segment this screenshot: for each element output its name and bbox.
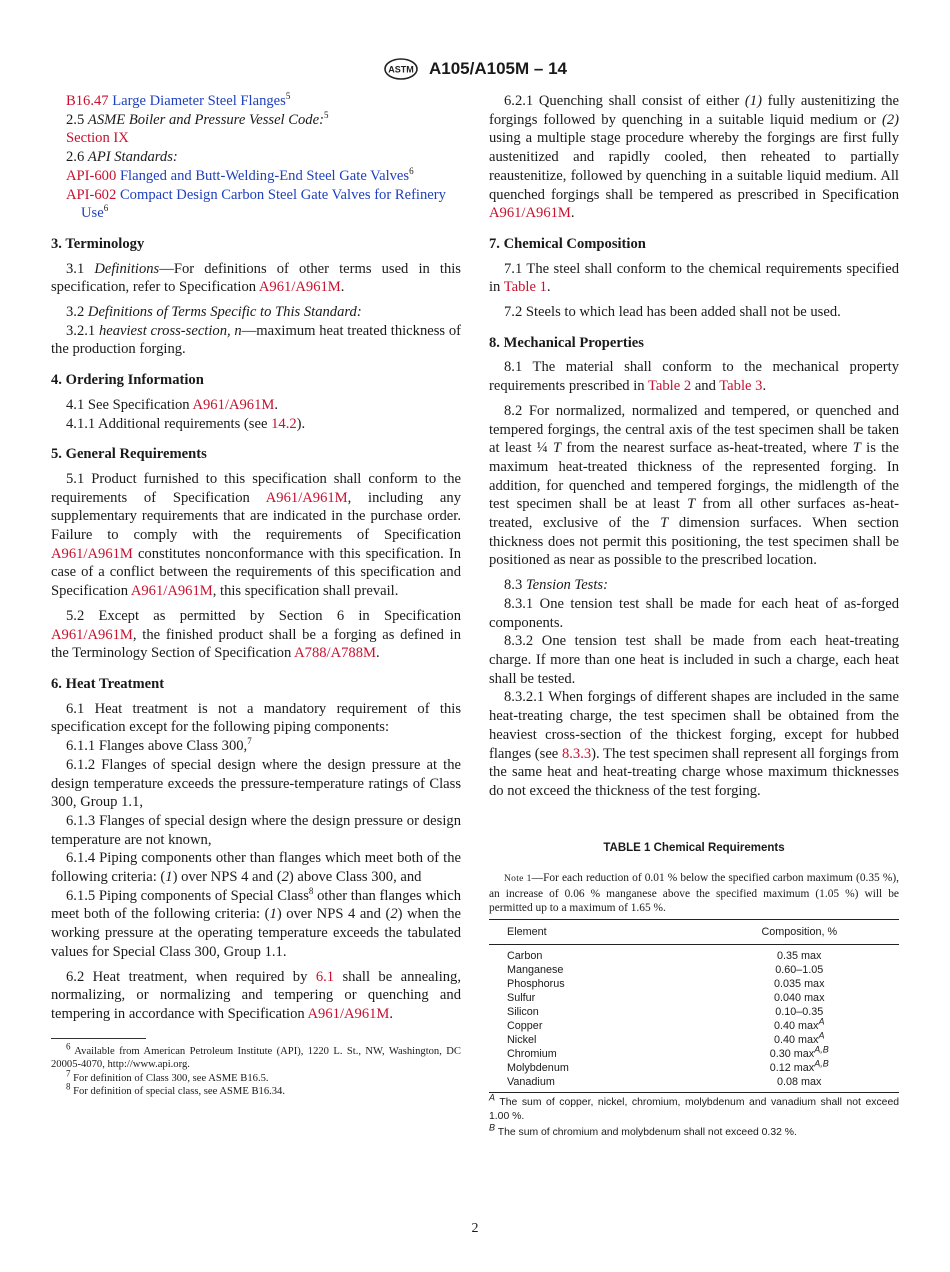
paragraph-3-2-1: 3.2.1 heaviest cross-section, n—maximum heat treated thickness of the production forging. [51, 322, 461, 358]
paragraph-5-1: 5.1 Product furnished to this specification shall conform to the requirements of Specification A961/A961M, including any supplementary requirements that are indicated in the purchase order. Failure to comply with the requirements of Specification A961/A961M constitutes nonconformance with this specification. In case of a conflict between the requirements of this specification and Specification A961/A961M, this specification shall prevail. [51, 470, 461, 600]
table-row [489, 1019, 899, 1033]
right-column [489, 92, 899, 1139]
element-cell: Carbon [507, 950, 543, 963]
table-footnote-a: $^A$ The sum of copper, nickel, chromium, molybdenum and vanadium shall not exceed 1.00 %. [489, 1092, 899, 1122]
section-heading: 8. Mechanical Properties [489, 334, 644, 351]
paragraph-8-3-2-1: 8.3.2.1 When forgings of different shapes are included in the same heat-treating charge, the test specimen shall be obtained from the heaviest cross-section of the thickest forging, except for hubbed flanges (see 8.3.3). The test specimen shall represent all forgings from the same heat and heat-treating charge whose maximum thicknesses do not exceed the thickness of the test forging. [489, 689, 900, 799]
table-2-link[interactable]: Table 2 [648, 378, 692, 395]
section-6-1-link[interactable]: 6.1 [315, 968, 335, 985]
a788-link[interactable]: A788/A788M [294, 645, 376, 662]
ref-2-5: 2.5 ASME Boiler and Pressure Vessel Code:$^5$ [66, 109, 329, 128]
a961-link[interactable]: A961/A961M [192, 396, 275, 413]
page-header [0, 58, 950, 80]
paragraph-5-2: 5.2 Except as permitted by Section 6 in Specification A961/A961M, the finished product shall be a forging as defined in the Terminology Section of Specification A788/A788M. [51, 607, 461, 662]
ref-b16-47: B16.47 Large Diameter Steel Flanges$^5$ [66, 91, 291, 109]
ref-2-6: 2.6 API Standards: [66, 149, 178, 166]
element-cell: Vanadium [489, 1075, 700, 1093]
section-heading: 7. Chemical Composition [489, 235, 646, 252]
chemical-requirements-table [489, 919, 899, 1094]
composition-cell: 0.12 $\max^{A,B}$ [769, 1058, 829, 1075]
composition-cell: 0.30 $\max^{A,B}$ [769, 1044, 829, 1061]
table-row [489, 1005, 899, 1019]
section-14-2-link[interactable]: 14.2 [271, 415, 297, 432]
left-column [51, 92, 461, 1099]
paragraph-4-1: 4.1 See Specification A961/A961M. [66, 396, 278, 413]
ref-api-600: API-600 Flanged and Butt-Welding-End Steel Gate Valves$^6$ [66, 165, 414, 184]
a961-link[interactable]: A961/A961M [51, 545, 133, 562]
paragraph-3-2: 3.2 Definitions of Terms Specific to This Standard: [66, 304, 362, 321]
table-3-link[interactable]: Table 3 [719, 378, 763, 395]
ref-code-link[interactable]: API-602 [66, 186, 117, 203]
paragraph-6-2: 6.2 Heat treatment, when required by 6.1 shall be annealing, normalizing, or normalizing and tempering or quenching and tempering in accordance with Specification A961/A961M. [51, 968, 461, 1022]
composition-cell: 0.10–0.35 [775, 1006, 824, 1019]
table-header-row [489, 919, 899, 945]
paragraph-8-3-1: 8.3.1 One tension test shall be made for each heat of as-forged components. [489, 595, 899, 631]
paragraph-4-1-1: 4.1.1 Additional requirements (see 14.2). [66, 415, 306, 432]
element-cell: Copper [507, 1020, 543, 1033]
paragraph-6-1: 6.1 Heat treatment is not a mandatory requirement of this specification except for the following piping components: [51, 700, 461, 736]
ref-code-link[interactable]: B16.47 [66, 93, 109, 109]
footnote-divider [51, 1038, 146, 1039]
table-title: TABLE 1 Chemical Requirements [603, 841, 785, 854]
composition-cell: 0.40 $\max^A$ [774, 1030, 825, 1047]
paragraph-7-1: 7.1 The steel shall conform to the chemical requirements specified in Table 1. [489, 260, 899, 296]
paragraph-6-1-1: 6.1.1 Flanges above Class 300,$^7$ [66, 736, 252, 755]
element-cell: Molybdenum [507, 1062, 569, 1075]
table-row [489, 991, 899, 1005]
table-row [489, 1033, 899, 1047]
page-number: 2 [471, 1221, 479, 1236]
element-cell: Sulfur [507, 992, 536, 1005]
composition-cell: 0.035 max [774, 978, 825, 991]
ref-title-link[interactable]: Large Diameter Steel Flanges [112, 93, 286, 109]
document-code: A105/A105M – 14 [429, 59, 567, 78]
column-header-element: Element [489, 919, 700, 945]
element-cell: Phosphorus [507, 978, 565, 991]
footnote-6: $^6$ Available from American Petroleum Institute (API), 1220 L. St., NW, Washington, DC 20005-4070, http://www.api.org. [51, 1041, 461, 1071]
element-cell: Nickel [507, 1034, 537, 1047]
composition-cell: 0.60–1.05 [775, 964, 824, 977]
ref-title-link[interactable]: Compact Design Carbon Steel Gate Valves for Refinery Use [81, 186, 446, 222]
svg-text:ASTM: ASTM [388, 64, 414, 75]
table-row [489, 1061, 899, 1075]
paragraph-8-1: 8.1 The material shall conform to the mechanical property requirements prescribed in Table 2 and Table 3. [489, 359, 899, 395]
element-cell: Silicon [507, 1006, 539, 1019]
a961-link[interactable]: A961/A961M [51, 626, 133, 643]
table-row [489, 977, 899, 991]
table-1-link[interactable]: Table 1 [503, 279, 547, 296]
section-heading: 4. Ordering Information [51, 372, 204, 389]
a961-link[interactable]: A961/A961M [258, 279, 341, 296]
composition-cell: 0.040 max [774, 992, 825, 1005]
ref-title-link[interactable]: Flanged and Butt-Welding-End Steel Gate Valves [119, 167, 410, 184]
element-cell: Chromium [507, 1048, 557, 1061]
table-body [489, 945, 899, 1093]
paragraph-6-1-4: 6.1.4 Piping components other than flanges which meet both of the following criteria: (1) over NPS 4 and (2) above Class 300, and [51, 850, 461, 886]
composition-cell: 0.40 $\max^A$ [774, 1016, 825, 1033]
table-note: Note 1—For each reduction of 0.01 % below the specified carbon maximum (0.35 %), an increase of 0.06 % manganese above the specified maximum (1.05 %) will be permitted up to a maximum of 1.65 %. [489, 872, 899, 915]
paragraph-7-2: 7.2 Steels to which lead has been added shall not be used. [504, 304, 841, 321]
paragraph-6-1-3: 6.1.3 Flanges of special design where the design pressure or design temperature are not known, [51, 812, 461, 848]
column-header-composition: Composition, % [700, 919, 899, 945]
paragraph-6-1-5: 6.1.5 Piping components of Special Class$^8$ other than flanges which meet both of the following criteria: (1) over NPS 4 and (2) when the working pressure at the operating temperature exceeds the tabulated values for Special Class 300, Group 1.1. [51, 885, 461, 960]
a961-link[interactable]: A961/A961M [307, 1005, 390, 1022]
ref-code-link[interactable]: API-600 [66, 167, 117, 184]
a961-link[interactable]: A961/A961M [130, 583, 213, 600]
paragraph-6-1-2: 6.1.2 Flanges of special design where the design pressure at the design temperature exceeds the pressure-temperature ratings of Class 300, Group 1.1, [51, 756, 461, 811]
composition-cell: 0.08 max [700, 1075, 899, 1093]
a961-link[interactable]: A961/A961M [489, 205, 571, 222]
section-heading: 5. General Requirements [51, 446, 207, 463]
section-heading: 6. Heat Treatment [51, 675, 165, 692]
section-ix-link[interactable]: Section IX [66, 130, 129, 147]
paragraph-8-3: 8.3 Tension Tests: [504, 577, 608, 594]
table-row [489, 945, 899, 964]
footnote-7: $^7$ For definition of Class 300, see ASME B16.5. [66, 1068, 269, 1084]
table-row [489, 1075, 899, 1093]
table-row [489, 963, 899, 977]
astm-logo-icon [383, 58, 419, 80]
section-8-3-3-link[interactable]: 8.3.3 [561, 745, 592, 762]
ref-api-602: API-602 Compact Design Carbon Steel Gate Valves for Refinery Use$^6$ [66, 186, 446, 222]
composition-cell: 0.35 max [777, 950, 822, 963]
element-cell: Manganese [507, 964, 564, 977]
section-heading: 3. Terminology [51, 235, 145, 252]
ref-section-ix [51, 129, 461, 148]
paragraph-3-1: 3.1 Definitions—For definitions of other terms used in this specification, refer to Specification A961/A961M. [51, 260, 461, 296]
paragraph-8-2: 8.2 For normalized, normalized and tempered, or quenched and tempered forgings, the central axis of the test specimen shall be taken at least ¼ T from the nearest surface as-heat-treated, where T is the maximum heat-treated thickness of the represented forging. In addition, for quenched and tempered forgings, the midlength of the test specimen shall be at least T from all other surfaces as-heat-treated, exclusive of the T dimension surfaces. When section thickness does not permit this positioning, the test specimen shall be positioned as near as possible to the prescribed location. [489, 402, 899, 569]
footnote-8: $^8$ For definition of special class, see ASME B16.34. [66, 1081, 286, 1098]
table-footnote-b: $^B$ The sum of chromium and molybdenum shall not exceed 0.32 %. [489, 1122, 797, 1139]
table-row [489, 1047, 899, 1061]
paragraph-8-3-2: 8.3.2 One tension test shall be made from each heat-treating charge. If more than one heat is included in such a charge, each heat shall be tested. [489, 633, 899, 687]
a961-link[interactable]: A961/A961M [265, 489, 348, 506]
paragraph-6-2-1: 6.2.1 Quenching shall consist of either (1) fully austenitizing the forgings followed by quenching in a suitable liquid medium or (2) using a multiple stage procedure whereby the forgings are first fully austenitized and rapidly cooled, then reheated to partially reaustenitize, followed by quenching in a suitable liquid medium. All quenched forgings shall be tempered as prescribed in Specification A961/A961M. [489, 93, 899, 222]
